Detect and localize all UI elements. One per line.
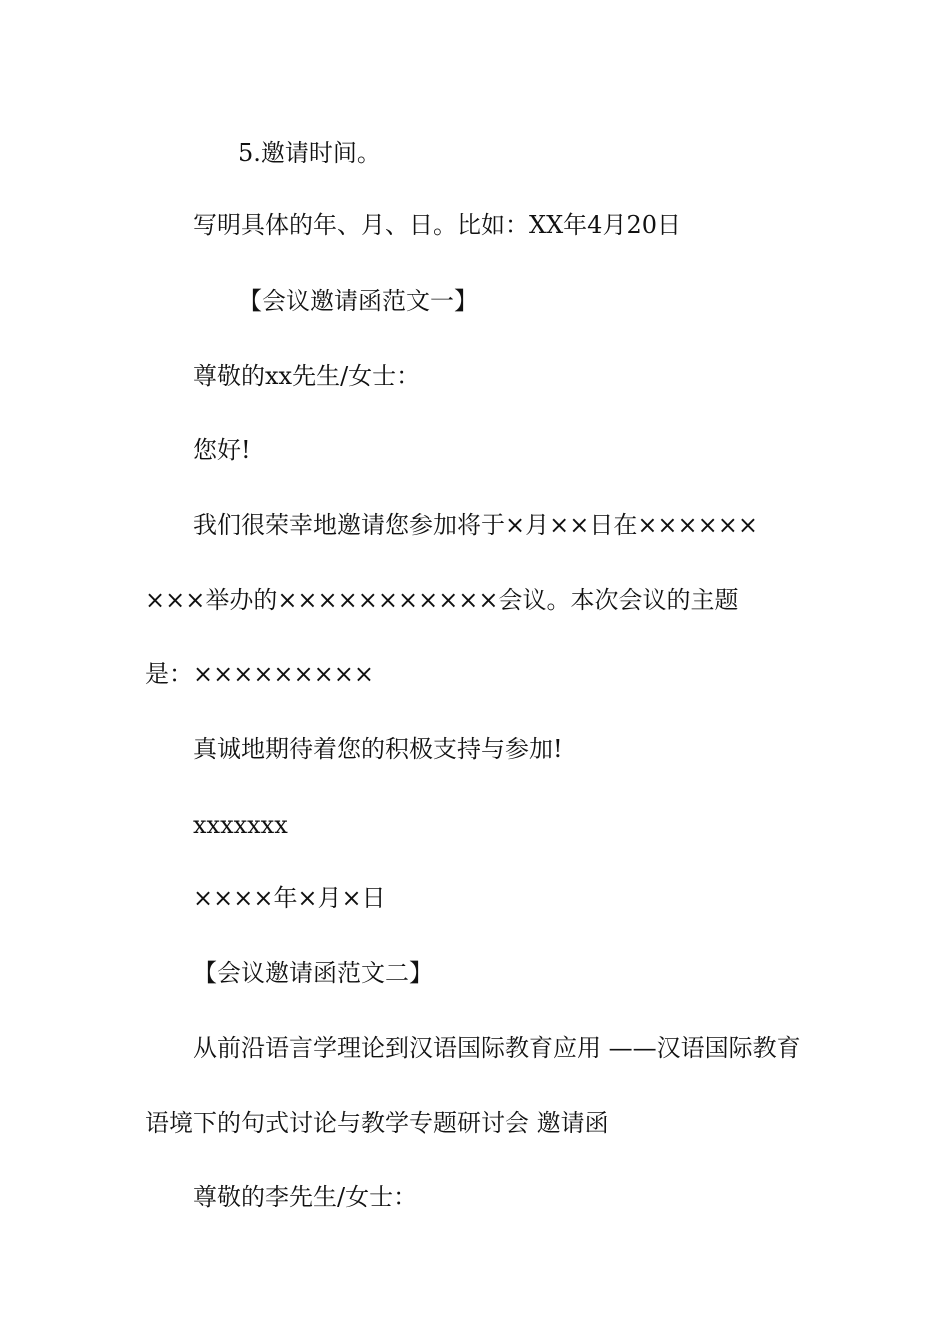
sample-heading-two: 【会议邀请函范文二】 — [193, 959, 433, 987]
body-paragraph-line-1: 我们很荣幸地邀请您参加将于×月××日在×××××× — [193, 511, 758, 539]
body-paragraph-line-2: ×××举办的×××××××××××会议。本次会议的主题 — [145, 586, 739, 614]
salutation-two: 尊敬的李先生/女士： — [193, 1183, 418, 1211]
sample-heading-one: 【会议邀请函范文一】 — [238, 287, 478, 315]
instruction-paragraph: 写明具体的年、月、日。比如：XX年4月20日 — [193, 211, 681, 239]
invitation-title-line-2: 语境下的句式讨论与教学专题研讨会 邀请函 — [145, 1109, 609, 1137]
closing-paragraph: 真诚地期待着您的积极支持与参加! — [193, 735, 563, 763]
invitation-title-line-1: 从前沿语言学理论到汉语国际教育应用 ——汉语国际教育 — [193, 1034, 801, 1062]
body-paragraph-line-3: 是：××××××××× — [145, 660, 374, 688]
salutation-one: 尊敬的xx先生/女士： — [193, 362, 421, 390]
signature: xxxxxxx — [193, 811, 288, 839]
section-item-invitation-time: 5.邀请时间。 — [238, 139, 381, 167]
greeting: 您好! — [193, 436, 251, 464]
date-line: ××××年×月×日 — [193, 884, 386, 912]
